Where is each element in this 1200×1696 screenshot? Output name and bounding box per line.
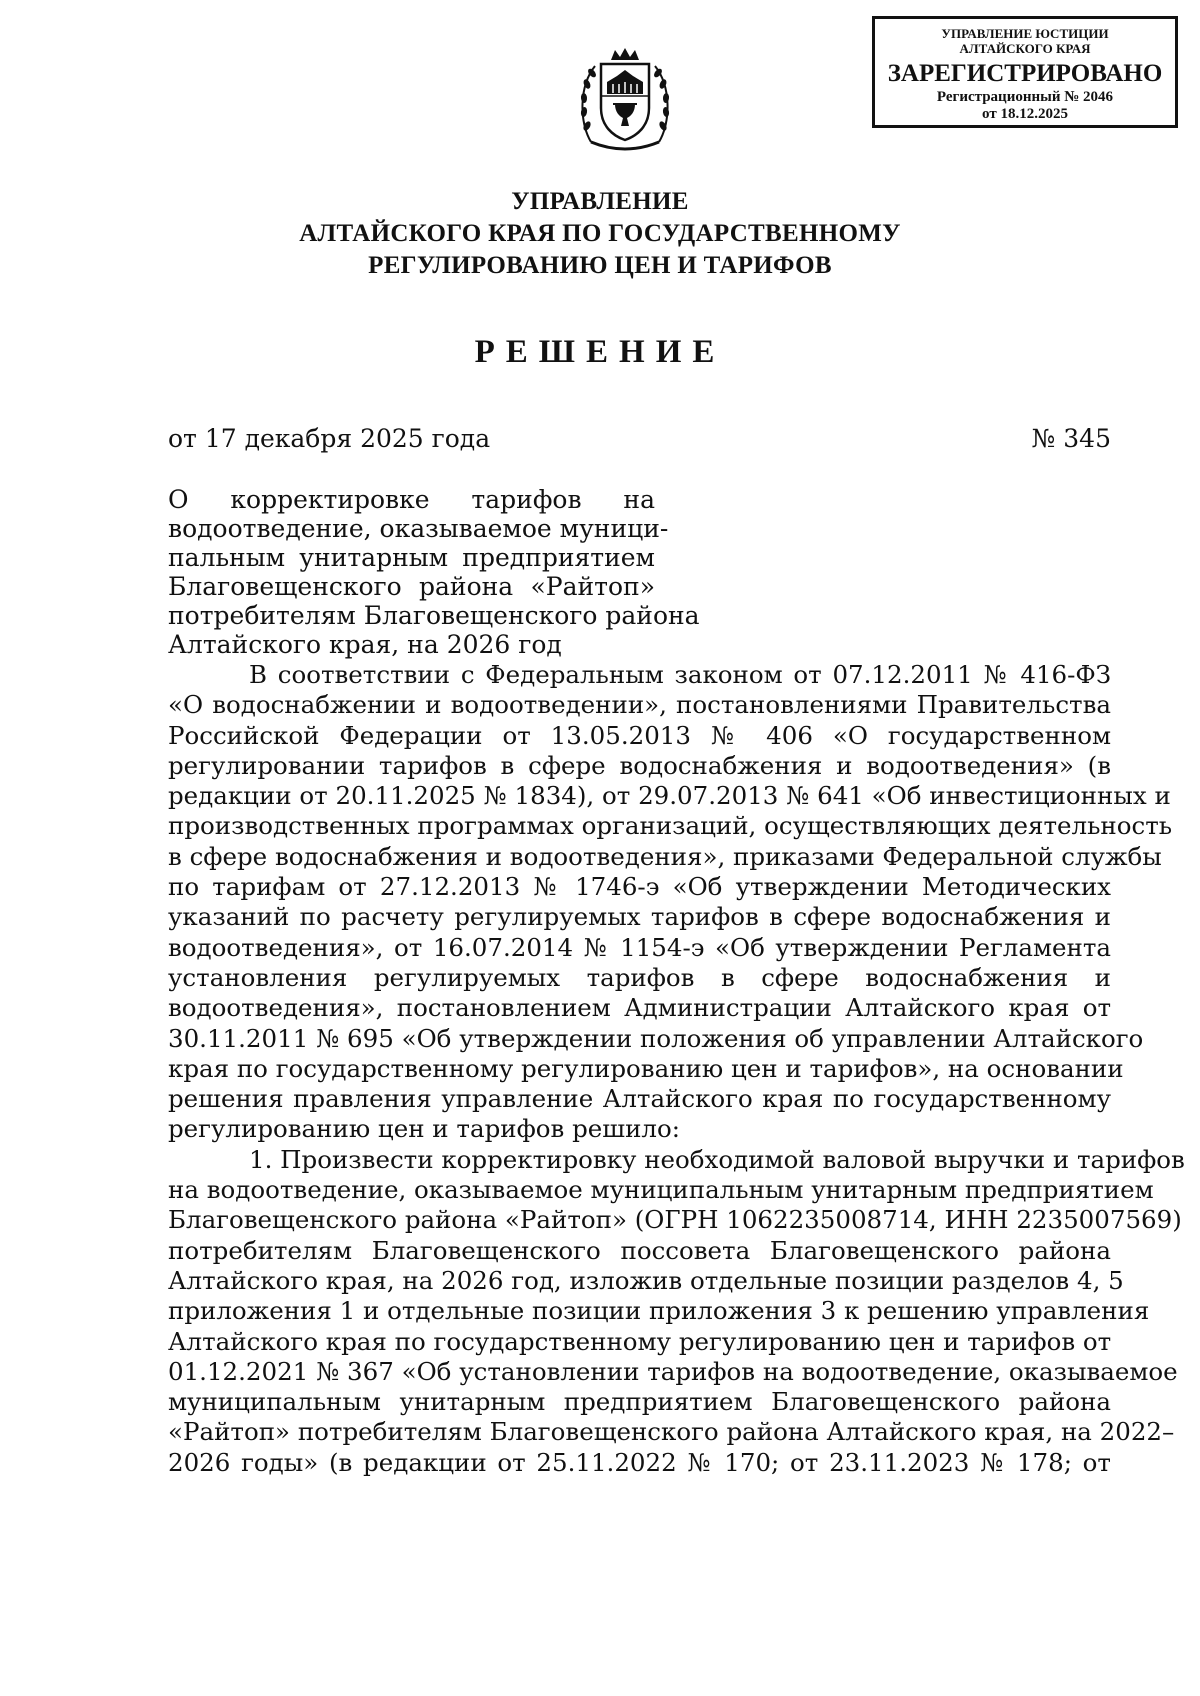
document-type: РЕШЕНИЕ [474,334,726,370]
altai-krai-coat-of-arms-icon [577,46,673,158]
document-body [168,660,1185,1478]
body-line: В соответствии с Федеральным законом от 07.12.2011 № 416-ФЗ [249,660,1111,689]
authority-line3: РЕГУЛИРОВАНИЮ ЦЕН И ТАРИФОВ [368,252,832,279]
body-line: 01.12.2021 № 367 «Об установлении тарифов на водоотведение, оказываемое [168,1356,1178,1386]
subject-line: пальным унитарным предприятием [168,543,655,572]
body-line: регулировании тарифов в сфере водоснабжения и водоотведения» (в [168,750,1111,780]
subject-line: Алтайского края, на 2026 год [168,630,562,659]
body-line: муниципальным унитарным предприятием Благовещенского района [168,1387,1111,1417]
stamp-org-line2: АЛТАЙСКОГО КРАЯ [959,41,1091,56]
issuing-authority [0,186,1200,282]
authority-line1: УПРАВЛЕНИЕ [511,188,689,215]
body-line: в сфере водоснабжения и водоотведения», приказами Федеральной службы [168,841,1162,871]
body-line: «Райтоп» потребителям Благовещенского района Алтайского края, на 2022– [168,1417,1175,1447]
body-line: 1. Произвести корректировку необходимой валовой выручки и тарифов [249,1144,1185,1174]
subject-line: водоотведение, оказываемое муници- [168,514,669,543]
body-line: водоотведения», от 16.07.2014 № 1154-э «Об утверждении Регламента [168,932,1111,962]
stamp-reg-number: Регистрационный № 2046 [936,89,1114,105]
subject-line: Благовещенского района «Райтоп» [168,572,655,601]
body-line: водоотведения», постановлением Администрации Алтайского края от [168,993,1111,1023]
body-line: Алтайского края, на 2026 год, изложив отдельные позиции разделов 4, 5 [168,1265,1124,1295]
authority-line2: АЛТАЙСКОГО КРАЯ ПО ГОСУДАРСТВЕННОМУ [299,220,901,247]
body-line: указаний по расчету регулируемых тарифов в сфере водоснабжения и [168,902,1111,932]
body-line: производственных программах организаций, осуществляющих деятельность [168,811,1173,841]
body-line: 2026 годы» (в редакции от 25.11.2022 № 170; от 23.11.2023 № 178; от [168,1447,1111,1477]
body-line: регулированию цен и тарифов решило: [168,1114,680,1144]
body-line: Алтайского края по государственному регулированию цен и тарифов от [168,1326,1112,1356]
stamp-organization [875,26,1175,56]
body-line: редакции от 20.11.2025 № 1834), от 29.07.2013 № 641 «Об инвестиционных и [168,781,1171,811]
document-number: № 345 [1031,424,1111,453]
body-line: установления регулируемых тарифов в сфере водоснабжения и [168,962,1111,992]
document-date: от 17 декабря 2025 года [168,424,491,453]
registration-stamp [872,16,1178,128]
body-line: на водоотведение, оказываемое муниципальным унитарным предприятием [168,1175,1154,1205]
body-line: Российской Федерации от 13.05.2013 № 406 «О государственном [168,720,1111,750]
subject-line: О корректировке тарифов на [168,485,655,514]
stamp-reg-date: от 18.12.2025 [982,106,1068,122]
body-line: потребителям Благовещенского поссовета Благовещенского района [168,1235,1111,1265]
subject-line: потребителям Благовещенского района [168,601,700,630]
stamp-status: ЗАРЕГИСТРИРОВАНО [887,60,1163,87]
body-line: Благовещенского района «Райтоп» (ОГРН 1062235008714, ИНН 2235007569) [168,1205,1182,1235]
body-line: приложения 1 и отдельные позиции приложения 3 к решению управления [168,1296,1150,1326]
stamp-org-line1: УПРАВЛЕНИЕ ЮСТИЦИИ [941,26,1109,41]
body-line: решения правления управление Алтайского края по государственному [168,1084,1111,1114]
body-line: края по государственному регулированию цен и тарифов», на основании [168,1053,1124,1083]
body-line: «О водоснабжении и водоотведении», постановлениями Правительства [168,690,1111,720]
document-subject [168,485,700,659]
body-line: по тарифам от 27.12.2013 № 1746-э «Об утверждении Методических [168,872,1111,902]
body-line: 30.11.2011 № 695 «Об утверждении положения об управлении Алтайского [168,1023,1144,1053]
